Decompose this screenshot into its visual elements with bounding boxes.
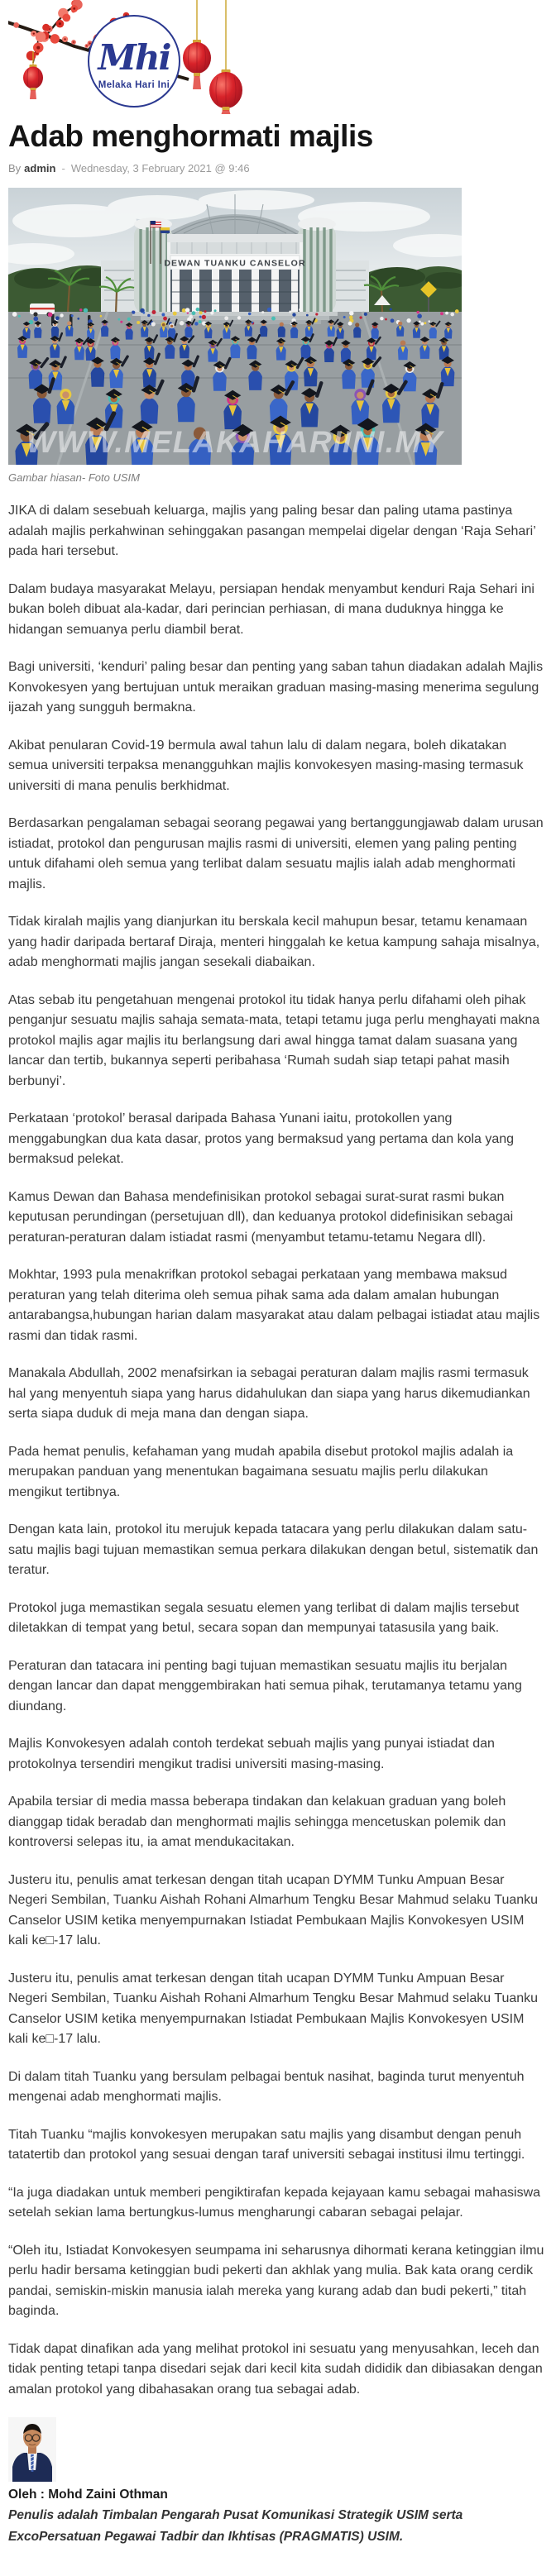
graduate-figure [51,320,59,337]
paragraph: Protokol juga memastikan segala sesuatu elemen yang terlibat di dalam majlis tersebut diletakkan di tempat yang betul, secara sopan dan mempunyai tatasusila yang baik. [8,1600,520,1636]
graduate-figure [91,357,105,387]
paragraph: Peraturan dan tatacara ini penting bagi tujuan memastikan sesuatu majlis itu berjalan dengan lancar dan dapat menggembirakan hati semua pihak, terutamanya tetamu yang diundang. [8,1658,522,1713]
graduate-figure [17,336,27,358]
paragraph: “Oleh itu, Istiadat Konvokesyen seumpama ini seharusnya dihormati kerana ketinggian ilmu perlu hadir bersama ketinggian budi pekerti dan akhlak yang mulia. Bak kata orang cerdik pandai, semiskin-miskin manusia ialah mereka yang kurang adab dan budi pekerti,” titah baginda. [8,2243,544,2319]
graduate-figure [337,322,344,339]
paragraph: Justeru itu, penulis amat terkesan dengan titah ucapan DYMM Tunku Ampuan Besar Negeri Sembilan, Tuanku Aishah Rohani Almarhum Tengku Besar Mahmud selaku Tuanku Canselor USIM ketika menyempurnakan Istiadat Pembukaan Majlis Konvokesyen USIM kali ke□-17 lalu. [8,1971,539,2047]
paragraph: Kamus Dewan dan Bahasa mendefinisikan protokol sebagai surat-surat rasmi bukan keputusan perundingan (persetujuan dll), dan keduanya protokol didefinisikan sebagai peraturan-peraturan dalam istiadat rasmi (menyambut tetamu-tetamu Negara dll). [8,1189,514,1245]
paragraph: “Ia juga diadakan untuk memberi pengiktirafan kepada kejayaan kamu sebagai mahasiswa setelah sekian lama bertungkus-lumus mengharungi cabaran sebagai pelajar. [8,2185,541,2220]
article-figure [8,188,544,484]
hanging-lantern-icon [183,0,211,89]
graduate-figure [304,356,318,386]
paragraph: Atas sebab itu pengetahuan mengenai protokol itu tidak hanya perlu difahami oleh pihak penganjur sesuatu majlis sahaja semata-mata, tetapi tetamu juga perlu menghayati makna protokol majlis agar majlis itu berlangsung dari awal hingga tamat dalam suasana yang lancar dan tertib, bukannya seperti peribahasa ‘Rumah sudah siap tetapi pahat masih berbunyi’. [8,992,540,1088]
paragraph: Titah Tuanku “majlis konvokesyen merupakan satu majlis yang disambut dengan penuh tatatertib dan protokol yang sesuai dengan taraf universiti sebagai institusi ilmu tertinggi. [8,2127,525,2163]
author-footer [8,2417,544,2548]
graduate-figure [101,320,108,337]
author-portrait [8,2417,56,2482]
paragraph: Akibat penularan Covid-19 bermula awal tahun lalu di dalam negara, boleh dikatakan semua universiti terpaksa menangguhkan majlis konvokesyen masing-masing termasuk universiti di mana penulis berkhidmat. [8,738,524,793]
graduate-figure [413,322,420,339]
page-title: Adab menghormati majlis [8,119,373,153]
graduate-figure [342,359,356,389]
logo-subtitle: Melaka Hari Ini [98,80,170,90]
header-decoration [8,0,544,114]
paragraph: Tidak dapat dinafikan ada yang melihat protokol ini sesuatu yang menyusahkan, leceh dan tidak penting tetapi tanpa disedari sejak dari kecil kita sudah dididik dan dibiasakan dengan amalan protokol yang dibahasakan orang tua sebagai adab. [8,2341,543,2397]
paragraph: Apabila tersiar di media massa beberapa tindakan dan kelakuan graduan yang boleh dianggap tidak beradab dan menghormati majlis sehingga mencetuskan polemik dan kontroversi selepas itu, ia amat mendukacitakan. [8,1795,506,1850]
author-name: Oleh : Mohd Zaini Othman [8,2488,168,2502]
graduate-figure [439,337,448,360]
graduate-figure [290,322,298,339]
site-logo[interactable] [89,16,180,107]
graduate-figure [341,341,351,363]
byline-separator: - [61,162,65,175]
graduate-figure [22,322,30,339]
photo-caption: Gambar hiasan- Foto USIM [8,471,140,485]
paragraph: Perkataan ‘protokol’ berasal daripada Bahasa Yunani iaitu, protokollen yang menggabungkan dua kata dasar, protos yang bermaksud yang pertama dan kola yang bermaksud pelekat. [8,1111,515,1167]
paragraph: Bagi universiti, ‘kenduri’ paling besar dan penting yang saban tahun diadakan adalah Majlis Konvokesyen yang bertujuan untuk meraikan graduan masing-masing menerima segulung ijazah yang sungguh bermakna. [8,660,544,715]
graduate-figure [248,361,262,390]
small-lantern-icon [23,51,43,99]
graduate-figure [125,323,132,340]
paragraph: Majlis Konvokesyen adalah contoh terdekat sebuah majlis yang punyai istiadat dan protokolnya tersendiri mengikut tradisi universiti masing-masing. [8,1737,495,1771]
paragraph: Berdasarkan pengalaman sebagai seorang pegawai yang bertanggungjawab dalam urusan istiadat, protokol dan pengurusan majlis rasmi di universiti, elemen yang paling penting untuk difahami oleh semua yang terlibat dalam sesuatu majlis ialah adab menghormati majlis. [8,816,544,891]
graduate-figure [419,337,429,359]
paragraph: Tidak kiralah majlis yang dianjurkan itu berskala kecil mahupun besar, tetamu kenamaan yang hadir daripada bertaraf Diraja, menteri hinggalah ke ketua kampung sahaja misalnya, adab menghormati majlis jangan sesekali diabaikan. [8,915,540,970]
graduate-figure [34,322,41,339]
article-photo [8,188,462,465]
flag-icon [161,227,170,233]
byline-author-link[interactable]: admin [24,162,56,175]
graduate-figure [230,337,240,359]
paragraph: JIKA di dalam sesebuah keluarga, majlis yang paling besar dan paling utama pastinya adalah majlis perkahwinan sehinggakan pasangan mempelai digelar dengan ‘Raja Sehari’ pada hari tersebut. [8,504,536,559]
graduate-figure [441,356,455,386]
graduate-figure [223,390,242,429]
byline-date: Wednesday, 3 February 2021 @ 9:46 [70,162,250,175]
paragraph: Di dalam titah Tuanku yang bersulam pelbagai bentuk nasihat, baginda turut menyentuh mengenai adab menghormati majlis. [8,2069,525,2105]
paragraph: Pada hemat penulis, kefahaman yang mudah apabila disebut protokol majlis adalah ia merupakan panduan yang menentukan bagaimana sesuatu majlis perlu dilakukan mengikut tertibnya. [8,1444,514,1499]
photo-watermark: WWW.MELAKAHARIINI.MY [26,425,444,460]
paragraph: Mokhtar, 1993 pula menakrifkan protokol sebagai perkataan yang membawa maksud peraturan yang telah diterima oleh semua pihak sama ada dalam amalan hubungan antarabangsa,hubungan harian dalam masyarakat atau dalam pelbagai istiadat atau majlis rasmi dan tidak rasmi. [8,1268,540,1343]
graduate-figure [403,361,417,391]
paragraph: Manakala Abdullah, 2002 menafsirkan ia sebagai peraturan dalam majlis rasmi termasuk hal yang menyentuh siapa yang harus didahulukan dan siapa yang harus dikemudiankan serta siapa duduk di meja mana dan dengan siapa. [8,1366,530,1422]
graduate-figure [110,337,120,360]
paragraph: Dengan kata lain, protokol itu merujuk kepada tatacara yang perlu dilakukan dalam satu-satu majlis bagi tujuan memastikan semua perkara dilakukan dengan betul, sistematik dan teratur. [8,1522,539,1578]
article-body [8,501,544,2400]
hanging-lantern-icon [209,0,242,114]
graduate-figure [85,339,95,361]
graduate-figure [260,320,267,337]
paragraph: Dalam budaya masyarakat Melayu, persiapan hendak menyambut kenduri Raja Sehari ini bukan boleh dibuat ala-kadar, dari perincian perhiasan, di mana duduknya hingga ke hidangan semuanya perlu diambil berat. [8,581,534,637]
author-bio: Penulis adalah Timbalan Pengarah Pusat Komunikasi Strategik USIM serta ExcoPersatuan Pegawai Tadbir dan Ikhtisas (PRAGMATIS) USIM. [8,2508,463,2545]
building-sign-text: DEWAN TUANKU CANSELOR [164,258,306,269]
logo-text: Mhi [98,37,170,78]
graduate-figure [371,323,379,340]
graduate-figure [245,320,252,337]
graduate-figure [276,338,286,361]
graduate-figure [204,322,212,339]
byline-by-label: By [8,162,22,175]
paragraph: Justeru itu, penulis amat terkesan dengan titah ucapan DYMM Tunku Ampuan Besar Negeri Sembilan, Tuanku Aishah Rohani Almarhum Tengku Besar Mahmud selaku Tuanku Canselor USIM ketika menyempurnakan Istiadat Pembukaan Majlis Konvokesyen USIM kali ke□-17 lalu. [8,1872,539,1948]
byline [8,162,544,174]
site-header [8,0,544,114]
flag-icon [151,221,161,227]
graduate-figure [87,323,94,340]
graduate-figure [444,322,452,339]
